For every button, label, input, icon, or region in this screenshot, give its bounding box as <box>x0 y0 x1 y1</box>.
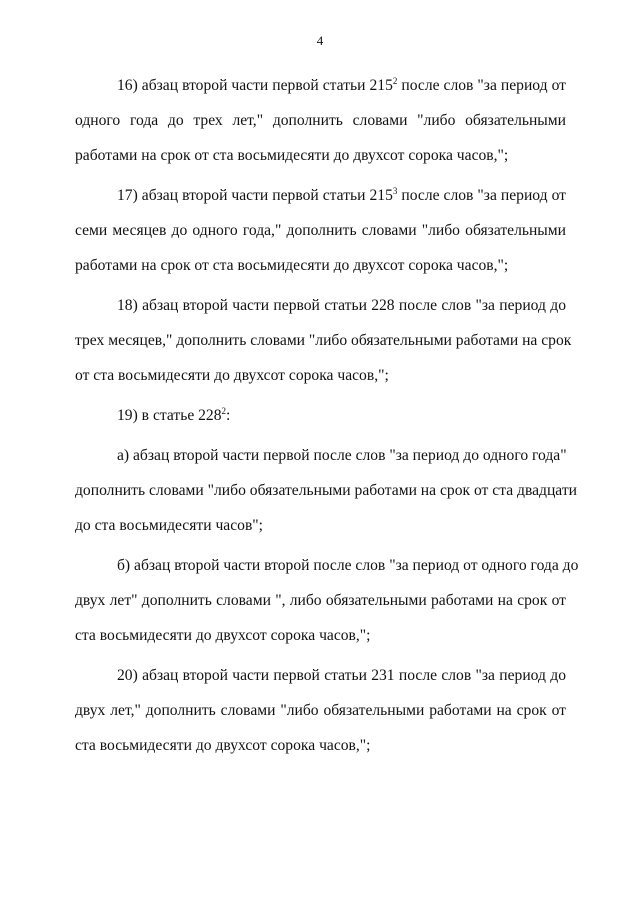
text-line <box>75 252 566 287</box>
text-line <box>75 552 579 587</box>
text-segment: трех месяцев," дополнить словами "либо обязательными работами на срок <box>75 332 572 349</box>
text-segment: ста восьмидесяти до двухсот сорока часов,"; <box>75 737 371 754</box>
text-line <box>75 697 566 732</box>
text-segment: 18) абзац второй части первой статьи 228 после слов "за период до <box>117 297 566 314</box>
text-segment: работами на срок от ста восьмидесяти до двухсот сорока часов,"; <box>75 147 509 164</box>
text-segment: от ста восьмидесяти до двухсот сорока часов,"; <box>75 367 389 384</box>
paragraph <box>75 662 566 767</box>
text-segment: после слов "за период от <box>397 187 566 204</box>
text-segment: 20) абзац второй части первой статьи 231 после слов "за период до <box>117 667 566 684</box>
text-line <box>75 622 566 657</box>
text-segment: : <box>226 407 231 424</box>
text-segment: 19) в статье 228 <box>117 407 222 424</box>
text-line <box>75 402 566 437</box>
text-segment: 17) абзац второй части первой статьи 215 <box>117 187 393 204</box>
text-line <box>75 72 566 107</box>
text-segment: двух лет" дополнить словами ", либо обязательными работами на срок от <box>75 592 566 609</box>
text-line <box>75 662 566 697</box>
paragraph <box>75 402 566 437</box>
text-line <box>75 362 566 397</box>
text-segment: а) абзац второй части первой после слов "за период до одного года" <box>117 447 567 464</box>
text-segment: семи месяцев до одного года," дополнить словами "либо обязательными <box>75 222 566 239</box>
text-segment: ста восьмидесяти до двухсот сорока часов,"; <box>75 627 371 644</box>
text-segment: двух лет," дополнить словами "либо обязательными работами на срок от <box>75 702 566 719</box>
text-line <box>75 587 566 622</box>
page-number: 4 <box>316 33 324 48</box>
text-line <box>75 217 566 252</box>
superscript: 2 <box>221 406 227 416</box>
text-line <box>75 142 566 177</box>
text-line <box>75 327 572 362</box>
paragraph <box>75 292 572 397</box>
text-line <box>75 732 566 767</box>
text-line <box>75 477 577 512</box>
paragraph <box>75 552 579 657</box>
text-line <box>75 512 566 547</box>
text-segment: до ста восьмидесяти часов"; <box>75 517 264 534</box>
paragraph <box>75 72 566 177</box>
superscript: 2 <box>392 76 398 86</box>
paragraph <box>75 442 577 547</box>
text-segment: дополнить словами "либо обязательными работами на срок от ста двадцати <box>75 482 577 499</box>
document-body <box>75 72 579 772</box>
text-line <box>75 292 566 327</box>
text-segment: работами на срок от ста восьмидесяти до двухсот сорока часов,"; <box>75 257 509 274</box>
text-segment: одного года до трех лет," дополнить словами "либо обязательными <box>75 112 566 129</box>
paragraph <box>75 182 566 287</box>
superscript: 3 <box>392 186 398 196</box>
text-segment: после слов "за период от <box>397 77 566 94</box>
text-line <box>75 442 566 477</box>
text-line <box>75 107 566 142</box>
text-segment: б) абзац второй части второй после слов "за период от одного года до <box>117 557 579 574</box>
text-line <box>75 182 566 217</box>
text-segment: 16) абзац второй части первой статьи 215 <box>117 77 393 94</box>
